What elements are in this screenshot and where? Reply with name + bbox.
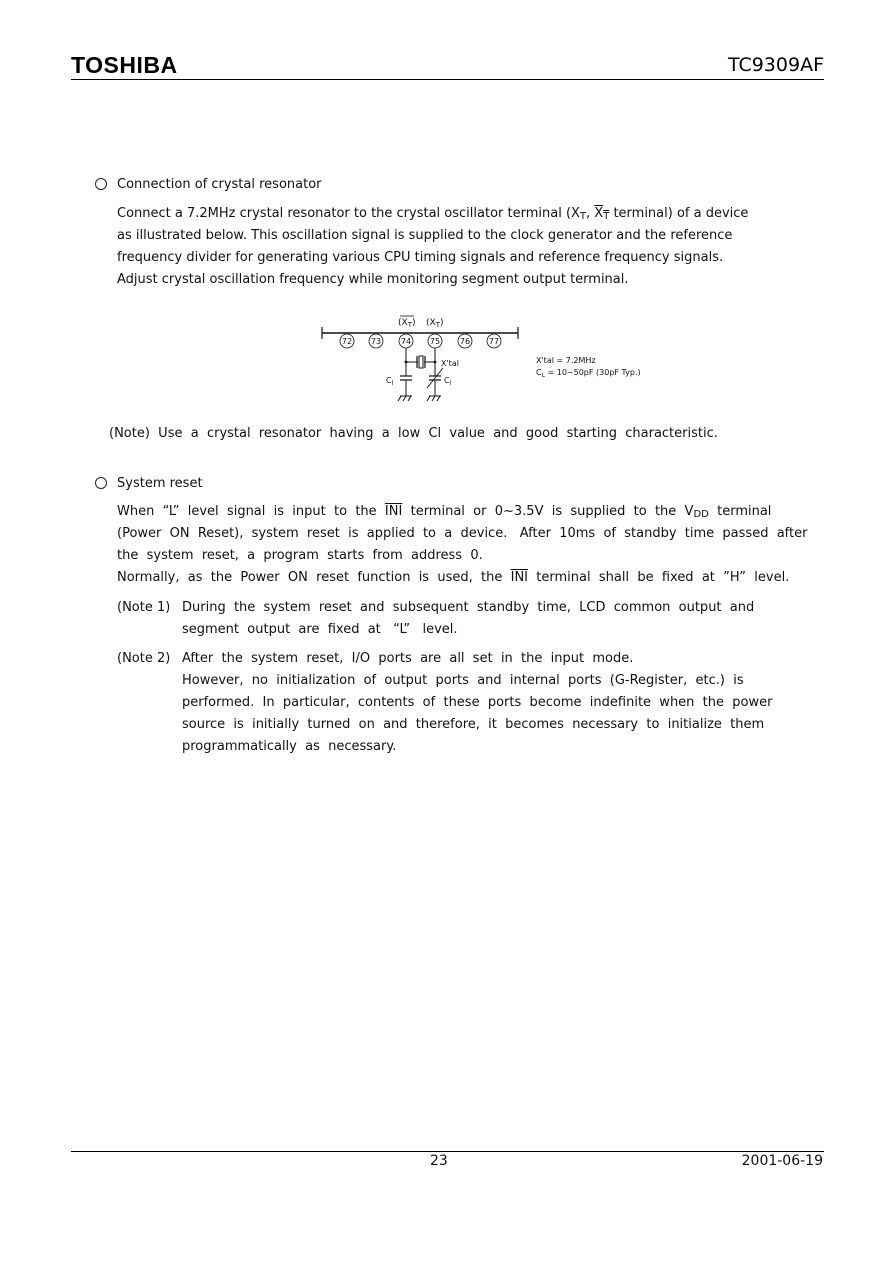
reset-para-line-4: Normally, as the Power ON reset function is used, the $\overline{INI}$ terminal shall be fixed at ”H” level. [117,570,790,585]
crystal-para-line-1: Connect a 7.2MHz crystal resonator to the crystal oscillator terminal ($X_T$, $\overline{X}_{\overline{T}}$ terminal) of a device [117,206,749,222]
reset-paragraph [117,501,817,589]
ini-terminal-label: $\overline{INI}$ [384,504,403,519]
crystal-note: (Note) Use a crystal resonator having a low Cl value and good starting characteristic. [109,426,718,441]
note-2-label: (Note 2) [117,651,171,666]
crystal-para-line-2: as illustrated below. This oscillation signal is supplied to the clock generator and the reference [117,228,733,243]
capacitor-left-icon [400,372,412,396]
footer-date: 2001-06-19 [741,1153,823,1169]
header-rule [71,79,824,80]
reset-para-line-3: the system reset, a program starts from address 0. [117,548,483,563]
reset-para-line-1: When “L” level signal is input to the $\overline{INI}$ terminal or 0~3.5V is supplied to the $V_{DD}$ terminal [117,504,772,520]
note-2-text: After the system reset, I/O ports are all set in the input mode. However, no initialization of output ports and internal ports (G-Register, etc.) is performed. In particular, contents of these ports become indefinite when the power source is initially turned on and therefore, it becomes necessary to initialize them programmatically as necessary. [182,651,773,754]
xtal-label: X'tal [441,359,459,368]
document-number: TC9309AF [727,54,824,76]
circle-bullet-icon [95,178,107,190]
toshiba-logo: TOSHIBA [71,52,178,78]
pin-75-label: 75 [429,337,441,346]
circle-bullet-icon [95,477,107,489]
reset-para-line-2: (Power ON Reset), system reset is applied to a device. After 10ms of standby time passed after [117,526,808,541]
spec-load-capacitance: $C_L$ = 10~50pF (30pF Typ.) [536,368,641,379]
spec-xtal-frequency: X'tal = 7.2MHz [536,356,596,365]
ground-right-icon [427,396,441,401]
crystal-para-line-3: frequency divider for generating various CPU timing signals and reference frequency signals. [117,250,724,265]
pin-72-label: 72 [341,337,353,346]
crystal-paragraph [117,203,817,291]
variable-capacitor-icon [427,368,443,396]
section-title-crystal: Connection of crystal resonator [117,177,322,192]
crystal-para-line-4: Adjust crystal oscillation frequency while monitoring segment output terminal. [117,272,629,287]
pin-74-label: 74 [400,337,412,346]
crystal-connection-diagram [310,310,690,410]
note-1-text: During the system reset and subsequent standby time, LCD common output and segment output are fixed at “L” level. [182,600,755,637]
pin-77-label: 77 [488,337,500,346]
page-number: 23 [430,1153,448,1169]
pin-76-label: 76 [459,337,471,346]
note-1-label: (Note 1) [117,600,171,615]
diagram-label-xt: $(X_T)$ [426,318,444,329]
section-title-system-reset: System reset [117,476,203,491]
footer-rule [71,1151,824,1152]
diagram-label-xt-bar: $(X_T)$ [398,318,416,329]
cap-left-label: $C_l$ [386,376,394,387]
ground-left-icon [398,396,412,401]
cap-right-label: $C_l$ [444,376,452,387]
pin-73-label: 73 [370,337,382,346]
crystal-icon [417,356,425,368]
